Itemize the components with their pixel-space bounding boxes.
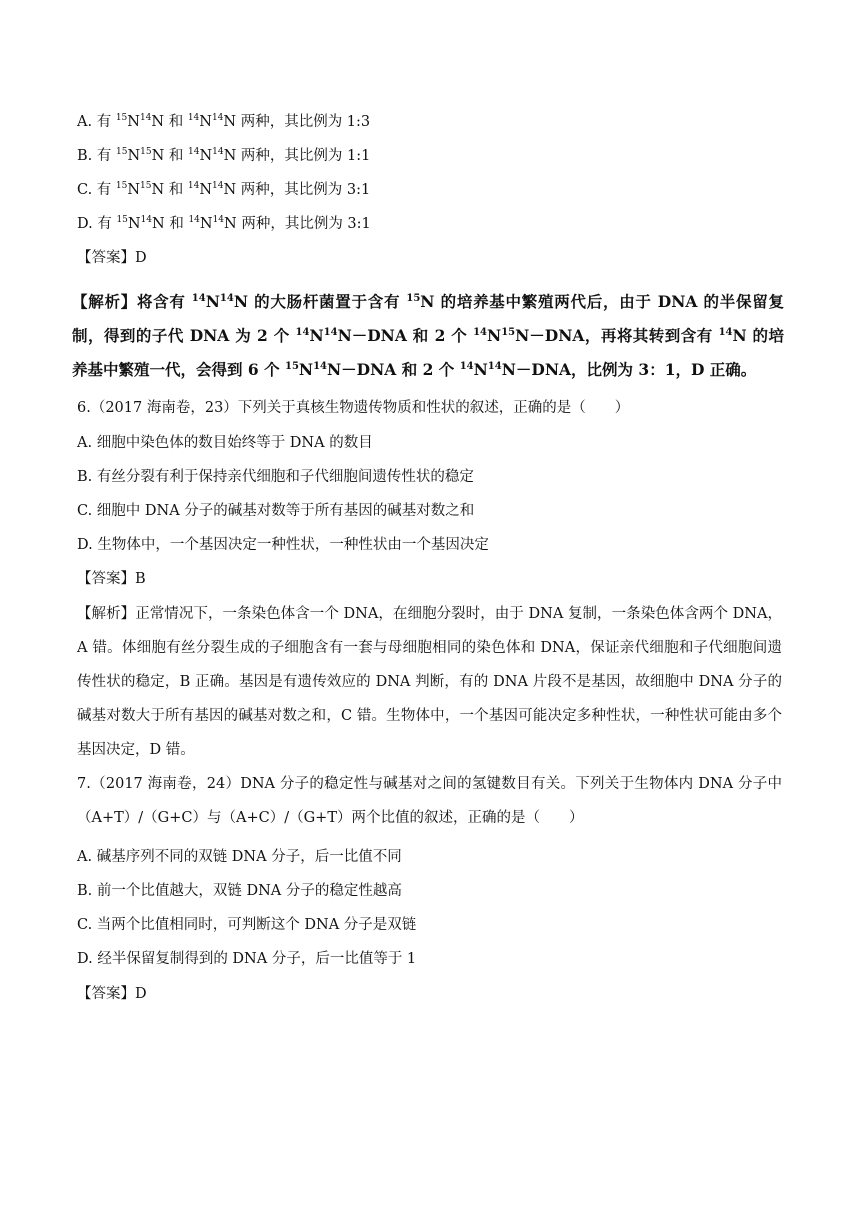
q5-analysis: 【解析】将含有 $^{14}N^{14}N$ 的大肠杆菌置于含有 $^{15}$N 的培养基中繁殖两代后，由于 DNA 的半保留复制，得到的子代 DNA 为 2 个 $^{14}N^{14}N-DNA$ 和 2 个 $^{14}N^{15}N-DNA$，再将其转到含有 $^{14}$N 的培养基中繁殖一代，会得到 6 个 $^{15}N^{14}N-DNA$ 和 2 个 $^{14}N^{14}N-DNA$，比例为 3：1，D 正确。 xyxy=(72,292,785,379)
q6-option-c: C. 细胞中 DNA 分子的碱基对数等于所有基因的碱基对数之和 xyxy=(77,503,475,519)
q5-option-a: A. 有 $^{15}N^{14}N$ 和 $^{14}N^{14}N$ 两种，其比例为 1:3 xyxy=(77,113,371,130)
q6-option-d: D. 生物体中，一个基因决定一种性状，一种性状由一个基因决定 xyxy=(77,537,489,553)
q6-analysis: 【解析】正常情况下，一条染色体含一个 DNA，在细胞分裂时，由于 DNA 复制，一条染色体含两个 DNA，A 错。体细胞有丝分裂生成的子细胞含有一套与母细胞相同的染色体和 DNA，保证亲代细胞和子代细胞间遗传性状的稳定，B 正确。基因是有遗传效应的 DNA 判断，有的 DNA 片段不是基因，故细胞中 DNA 分子的碱基对数大于所有基因的碱基对数之和，C 错。生物体中，一个基因可能决定多种性状，一种性状可能由多个基因决定，D 错。 xyxy=(77,606,782,758)
q5-option-d: D. 有 $^{15}N^{14}N$ 和 $^{14}N^{14}N$ 两种，其比例为 3:1 xyxy=(77,215,371,232)
q5-answer: 【答案】D xyxy=(77,250,147,266)
q5-option-c: C. 有 $^{15}N^{15}N$ 和 $^{14}N^{14}N$ 两种，其比例为 3:1 xyxy=(77,181,371,198)
q7-option-a: A. 碱基序列不同的双链 DNA 分子，后一比值不同 xyxy=(77,849,402,865)
q6-stem: 6.（2017 海南卷，23）下列关于真核生物遗传物质和性状的叙述，正确的是（ ） xyxy=(77,400,630,416)
q7-option-d: D. 经半保留复制得到的 DNA 分子，后一比值等于 1 xyxy=(77,951,417,967)
q6-option-a: A. 细胞中染色体的数目始终等于 DNA 的数目 xyxy=(77,435,373,451)
q7-option-c: C. 当两个比值相同时，可判断这个 DNA 分子是双链 xyxy=(77,917,417,933)
q5-option-b: B. 有 $^{15}N^{15}N$ 和 $^{14}N^{14}N$ 两种，其比例为 1:1 xyxy=(77,147,371,164)
q6-option-b: B. 有丝分裂有利于保持亲代细胞和子代细胞间遗传性状的稳定 xyxy=(77,469,474,485)
q7-option-b: B. 前一个比值越大，双链 DNA 分子的稳定性越高 xyxy=(77,883,402,899)
q6-answer: 【答案】B xyxy=(77,571,146,587)
q7-answer: 【答案】D xyxy=(77,986,147,1002)
q7-stem: 7.（2017 海南卷，24）DNA 分子的稳定性与碱基对之间的氢键数目有关。下列关于生物体内 DNA 分子中（A+T）/（G+C）与（A+C）/（G+T）两个比值的叙述，正确的是（ ） xyxy=(77,776,782,826)
